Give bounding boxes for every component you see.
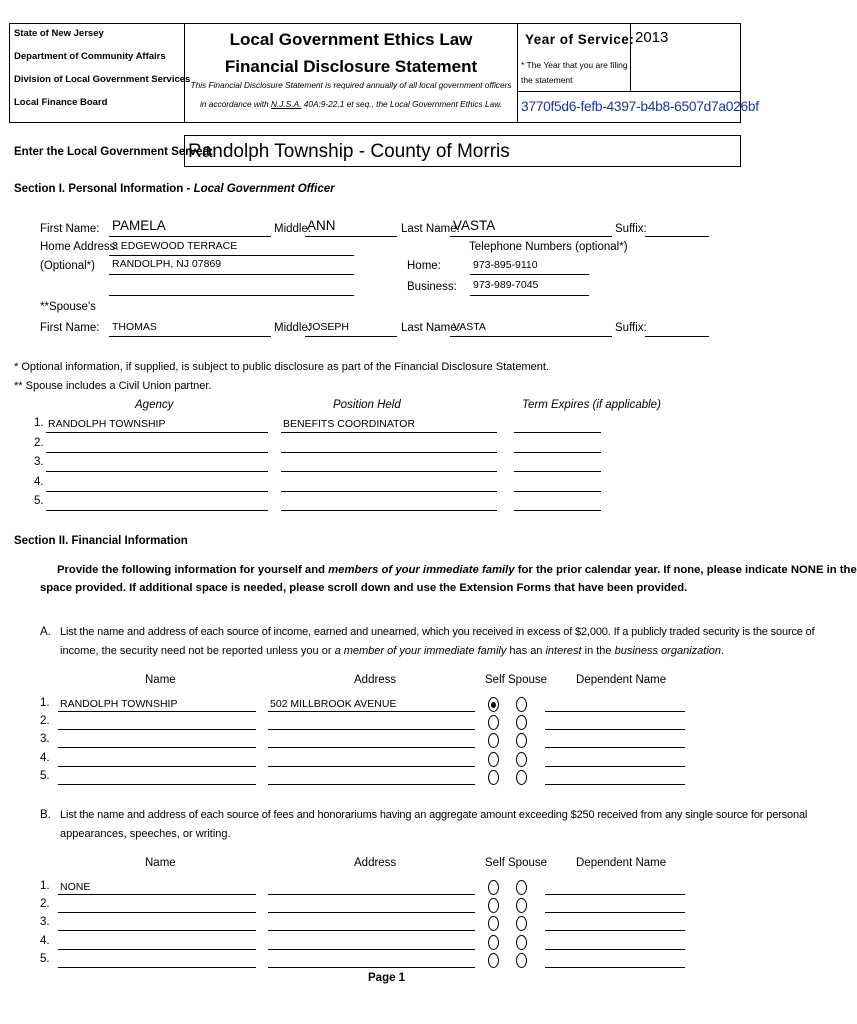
partA-letter: A. <box>40 626 51 638</box>
source-address-line <box>268 967 475 968</box>
source-name-line <box>58 949 256 950</box>
phone-heading: Telephone Numbers (optional*) <box>469 241 628 253</box>
home-phone-line <box>470 274 589 275</box>
dependent-name-line <box>545 967 685 968</box>
partB-spouse-header: Spouse <box>508 857 548 869</box>
self-radio[interactable] <box>488 770 499 785</box>
source-address-line <box>268 747 475 748</box>
first-name-value[interactable]: PAMELA <box>112 218 166 233</box>
source-name-line <box>58 912 256 913</box>
agency-line <box>46 471 268 472</box>
self-radio[interactable] <box>488 916 499 931</box>
document-id: 3770f5d6-fefb-4397-b4b8-6507d7a026bf <box>521 99 759 114</box>
year-of-service-label: Year of Service: <box>525 32 635 47</box>
row-number: 1. <box>40 697 50 709</box>
suffix-line[interactable] <box>645 236 709 237</box>
last-name-value[interactable]: VASTA <box>453 218 496 233</box>
row-number: 2. <box>40 715 50 728</box>
partA-text-line2: income, the security need not be reported unless you or a member of your immediate family has an interest in the business organization. <box>60 645 725 657</box>
position-line <box>281 452 497 453</box>
term-line <box>514 432 601 433</box>
spouse-suffix-label: Suffix: <box>615 322 647 334</box>
self-radio[interactable] <box>488 898 499 913</box>
agency-line <box>46 491 268 492</box>
section2-intro-line1: Provide the following information for yourself and members of your immediate family for the prior calendar year. If none, please indicate NONE in the <box>57 564 857 576</box>
spouse-radio[interactable] <box>516 916 527 931</box>
agency-line <box>46 452 268 453</box>
partA-name-header: Name <box>145 674 176 686</box>
agency-state: State of New Jersey <box>14 28 104 39</box>
position-line <box>281 491 497 492</box>
optional-label: (Optional*) <box>40 260 95 272</box>
year-of-service-value[interactable]: 2013 <box>635 29 669 46</box>
business-phone-value[interactable]: 973-989-7045 <box>473 279 539 291</box>
spouse-radio[interactable] <box>516 752 527 767</box>
middle-line <box>305 236 397 237</box>
source-address-line <box>268 912 475 913</box>
middle-value[interactable]: ANN <box>307 218 336 233</box>
spouse-radio[interactable] <box>516 880 527 895</box>
dependent-name-line <box>545 729 685 730</box>
section2-title: Section II. Financial Information <box>14 535 188 547</box>
address-line3-rule[interactable] <box>109 295 354 296</box>
dependent-name-line <box>545 711 685 712</box>
partB-self-header: Self <box>485 857 505 869</box>
id-top-border <box>517 91 741 92</box>
partA-text-line1: List the name and address of each source of income, earned and unearned, which you received in excess of $2,000. If a publicly traded security is the source of <box>60 626 815 638</box>
spouse-radio[interactable] <box>516 953 527 968</box>
partA-spouse-header: Spouse <box>508 674 548 686</box>
row-number: 3. <box>40 733 50 746</box>
spouse-last-name-value[interactable]: VASTA <box>453 321 486 333</box>
agency-column-header: Agency <box>135 399 174 411</box>
last-name-label: Last Name: <box>401 223 460 235</box>
row-number: 1. <box>34 417 44 429</box>
spouse-label: **Spouse's <box>40 301 96 313</box>
source-address-line <box>268 766 475 767</box>
page-number: Page 1 <box>368 972 406 984</box>
spouse-last-name-label: Last Name: <box>401 322 460 334</box>
spouse-middle-value[interactable]: JOSEPH <box>307 321 350 333</box>
partB-name-header: Name <box>145 857 176 869</box>
spouse-radio[interactable] <box>516 770 527 785</box>
spouse-middle-line <box>305 336 397 337</box>
spouse-first-name-line <box>109 336 271 337</box>
home-phone-label: Home: <box>407 260 441 272</box>
address-line1[interactable]: 3 EDGEWOOD TERRACE <box>112 240 238 252</box>
position-line <box>281 432 497 433</box>
spouse-suffix-line[interactable] <box>645 336 709 337</box>
agency-division: Division of Local Government Services <box>14 74 191 85</box>
spouse-radio[interactable] <box>516 898 527 913</box>
source-name-line <box>58 894 256 895</box>
self-radio[interactable] <box>488 733 499 748</box>
self-radio[interactable] <box>488 880 499 895</box>
dependent-name-line <box>545 912 685 913</box>
source-address-value[interactable]: 502 MILLBROOK AVENUE <box>270 698 397 710</box>
address-line1-rule <box>109 255 354 256</box>
self-radio[interactable] <box>488 715 499 730</box>
row-number: 5. <box>40 769 50 782</box>
agency-line <box>46 432 268 433</box>
form-title: Local Government Ethics Law <box>229 30 473 49</box>
gov-served-label: Enter the Local Government Served: <box>14 146 214 158</box>
partB-text-line2: appearances, speeches, or writing. <box>60 828 231 840</box>
dependent-name-line <box>545 949 685 950</box>
row-number: 5. <box>40 952 50 965</box>
term-column-header: Term Expires (if applicable) <box>522 399 661 411</box>
self-radio[interactable] <box>488 935 499 950</box>
spouse-first-name-value[interactable]: THOMAS <box>112 321 157 333</box>
self-radio[interactable] <box>488 697 499 712</box>
row-number: 3. <box>34 456 44 469</box>
term-line <box>514 510 601 511</box>
partB-dependent-header: Dependent Name <box>576 857 667 869</box>
address-line2[interactable]: RANDOLPH, NJ 07869 <box>112 258 222 270</box>
form-subtitle-title: Financial Disclosure Statement <box>224 57 478 76</box>
business-phone-line <box>470 295 589 296</box>
partA-dependent-header: Dependent Name <box>576 674 667 686</box>
form-requirement-note: This Financial Disclosure Statement is required annually of all local government officers <box>190 80 512 90</box>
row-number: 4. <box>34 475 44 488</box>
source-name-line <box>58 711 256 712</box>
spouse-last-name-line <box>450 336 612 337</box>
agency-department: Department of Community Affairs <box>14 51 166 62</box>
source-name-value[interactable]: NONE <box>60 881 91 893</box>
position-line <box>281 471 497 472</box>
term-line <box>514 471 601 472</box>
header-divider-right <box>517 23 518 123</box>
row-number: 4. <box>40 751 50 764</box>
dependent-name-line <box>545 894 685 895</box>
row-number: 2. <box>40 898 50 911</box>
source-name-value[interactable]: RANDOLPH TOWNSHIP <box>60 698 178 710</box>
spouse-radio[interactable] <box>516 715 527 730</box>
dependent-name-line <box>545 784 685 785</box>
agency-board: Local Finance Board <box>14 97 108 108</box>
first-name-line <box>109 236 271 237</box>
partB-address-header: Address <box>354 857 397 869</box>
middle-label: Middle: <box>274 223 312 235</box>
section1-title: Section I. Personal Information - Local Government Officer <box>14 183 335 195</box>
position-column-header: Position Held <box>333 399 401 411</box>
year-note: * The Year that you are filing the statement <box>521 60 628 85</box>
suffix-label: Suffix: <box>615 223 647 235</box>
position-value[interactable]: BENEFITS COORDINATOR <box>283 418 416 430</box>
source-address-line <box>268 784 475 785</box>
address-line2-rule <box>109 274 354 275</box>
self-radio[interactable] <box>488 752 499 767</box>
partB-text-line1: List the name and address of each source of fees and honorariums having an aggregate amount exceeding $250 received from any single source for personal <box>60 809 808 821</box>
gov-served-field[interactable] <box>184 135 741 167</box>
source-address-line <box>268 729 475 730</box>
partA-address-header: Address <box>354 674 397 686</box>
partB-letter: B. <box>40 809 51 821</box>
row-number: 5. <box>34 495 44 508</box>
source-name-line <box>58 967 256 968</box>
spouse-note: ** Spouse includes a Civil Union partner. <box>14 380 212 392</box>
source-address-line <box>268 711 475 712</box>
section2-intro-line2: space provided. If additional space is needed, please scroll down and use the Extension Forms that have been provided. <box>40 582 688 594</box>
source-name-line <box>58 784 256 785</box>
self-radio[interactable] <box>488 953 499 968</box>
row-number: 2. <box>34 436 44 449</box>
source-address-line <box>268 949 475 950</box>
home-phone-value[interactable]: 973-895-9110 <box>473 259 538 271</box>
row-number: 1. <box>40 880 50 892</box>
gov-served-value: Randolph Township - County of Morris <box>188 141 510 162</box>
optional-disclosure-note: * Optional information, if supplied, is subject to public disclosure as part of the Financial Disclosure Statement. <box>14 361 549 373</box>
row-number: 3. <box>40 916 50 929</box>
first-name-label: First Name: <box>40 223 100 235</box>
business-phone-label: Business: <box>407 281 457 293</box>
term-line <box>514 491 601 492</box>
row-number: 4. <box>40 934 50 947</box>
position-line <box>281 510 497 511</box>
source-name-line <box>58 930 256 931</box>
source-name-line <box>58 729 256 730</box>
source-name-line <box>58 747 256 748</box>
statute-link[interactable]: N.J.S.A. <box>270 99 302 109</box>
spouse-radio[interactable] <box>516 697 527 712</box>
agency-value[interactable]: RANDOLPH TOWNSHIP <box>48 418 166 430</box>
last-name-line <box>450 236 612 237</box>
term-line <box>514 452 601 453</box>
partA-self-header: Self <box>485 674 505 686</box>
spouse-middle-label: Middle: <box>274 322 312 334</box>
spouse-radio[interactable] <box>516 733 527 748</box>
spouse-radio[interactable] <box>516 935 527 950</box>
source-address-line <box>268 894 475 895</box>
home-address-label: Home Address: <box>40 241 119 253</box>
source-address-line <box>268 930 475 931</box>
spouse-first-name-label: First Name: <box>40 322 100 334</box>
dependent-name-line <box>545 766 685 767</box>
source-name-line <box>58 766 256 767</box>
form-statute-note: in accordance with N.J.S.A. 40A:9-22.1 et seq., the Local Government Ethics Law. <box>199 99 503 109</box>
dependent-name-line <box>545 930 685 931</box>
dependent-name-line <box>545 747 685 748</box>
agency-line <box>46 510 268 511</box>
